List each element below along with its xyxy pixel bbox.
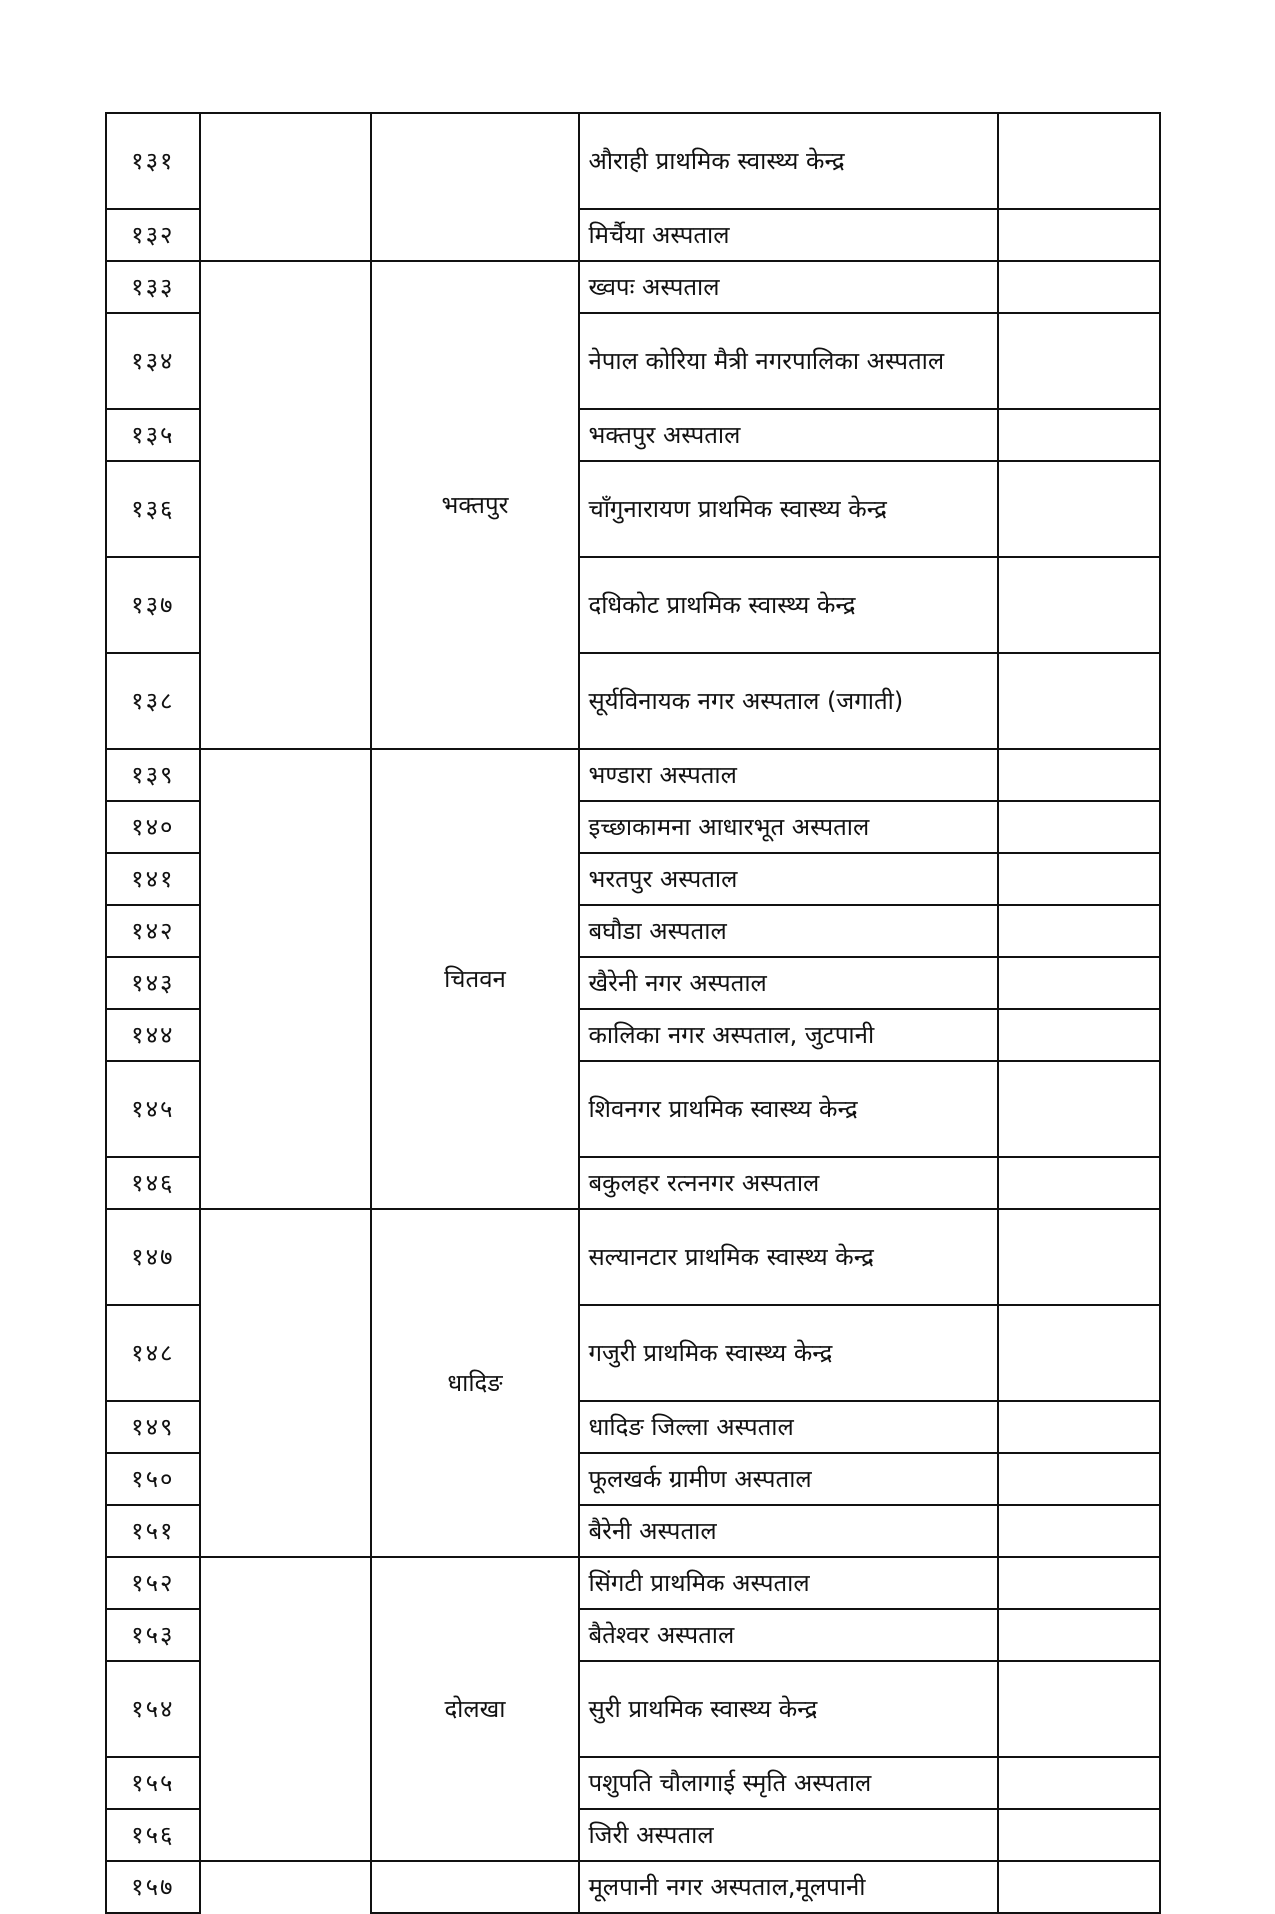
hospital-name-cell: भरतपुर अस्पताल: [579, 853, 998, 905]
table-row: [106, 749, 1160, 801]
remarks-cell: [998, 905, 1160, 957]
hospital-name-cell: खैरेनी नगर अस्पताल: [579, 957, 998, 1009]
hospital-name-cell: सुरी प्राथमिक स्वास्थ्य केन्द्र: [579, 1661, 998, 1757]
hospital-name-cell: बघौडा अस्पताल: [579, 905, 998, 957]
table-row: [106, 261, 1160, 313]
province-cell: [200, 749, 371, 1209]
serial-number-cell: १५३: [106, 1609, 200, 1661]
table-row: [106, 1861, 1160, 1913]
serial-number-cell: १४७: [106, 1209, 200, 1305]
table-body: [106, 113, 1160, 1913]
serial-number-cell: १४३: [106, 957, 200, 1009]
table-row: [106, 1557, 1160, 1609]
remarks-cell: [998, 209, 1160, 261]
district-cell: [371, 1861, 580, 1913]
serial-number-cell: १३८: [106, 653, 200, 749]
serial-number-cell: १३१: [106, 113, 200, 209]
hospital-name-cell: धादिङ जिल्ला अस्पताल: [579, 1401, 998, 1453]
serial-number-cell: १३३: [106, 261, 200, 313]
hospital-name-cell: फूलखर्क ग्रामीण अस्पताल: [579, 1453, 998, 1505]
hospital-name-cell: भक्तपुर अस्पताल: [579, 409, 998, 461]
remarks-cell: [998, 749, 1160, 801]
province-cell: [200, 1861, 371, 1913]
serial-number-cell: १५६: [106, 1809, 200, 1861]
serial-number-cell: १३७: [106, 557, 200, 653]
serial-number-cell: १५१: [106, 1505, 200, 1557]
serial-number-cell: १३५: [106, 409, 200, 461]
hospital-name-cell: नेपाल कोरिया मैत्री नगरपालिका अस्पताल: [579, 313, 998, 409]
hospital-name-cell: कालिका नगर अस्पताल, जुटपानी: [579, 1009, 998, 1061]
hospital-name-cell: बकुलहर रत्ननगर अस्पताल: [579, 1157, 998, 1209]
district-cell: [371, 113, 580, 261]
hospital-name-cell: सूर्यविनायक नगर अस्पताल (जगाती): [579, 653, 998, 749]
serial-number-cell: १४१: [106, 853, 200, 905]
hospital-name-cell: जिरी अस्पताल: [579, 1809, 998, 1861]
serial-number-cell: १५२: [106, 1557, 200, 1609]
remarks-cell: [998, 313, 1160, 409]
hospital-name-cell: बैतेश्वर अस्पताल: [579, 1609, 998, 1661]
district-cell: धादिङ: [371, 1209, 580, 1557]
remarks-cell: [998, 1809, 1160, 1861]
serial-number-cell: १३६: [106, 461, 200, 557]
remarks-cell: [998, 957, 1160, 1009]
remarks-cell: [998, 1157, 1160, 1209]
remarks-cell: [998, 653, 1160, 749]
district-cell: चितवन: [371, 749, 580, 1209]
remarks-cell: [998, 1209, 1160, 1305]
province-cell: [200, 113, 371, 261]
table-row: [106, 1209, 1160, 1305]
remarks-cell: [998, 113, 1160, 209]
serial-number-cell: १४९: [106, 1401, 200, 1453]
hospital-list-table: [105, 112, 1161, 1914]
remarks-cell: [998, 1305, 1160, 1401]
province-cell: [200, 1209, 371, 1557]
hospital-name-cell: मिर्चैया अस्पताल: [579, 209, 998, 261]
serial-number-cell: १५४: [106, 1661, 200, 1757]
remarks-cell: [998, 409, 1160, 461]
serial-number-cell: १३४: [106, 313, 200, 409]
serial-number-cell: १३२: [106, 209, 200, 261]
hospital-name-cell: शिवनगर प्राथमिक स्वास्थ्य केन्द्र: [579, 1061, 998, 1157]
province-cell: [200, 1557, 371, 1861]
remarks-cell: [998, 1505, 1160, 1557]
serial-number-cell: १३९: [106, 749, 200, 801]
remarks-cell: [998, 801, 1160, 853]
remarks-cell: [998, 1557, 1160, 1609]
hospital-name-cell: पशुपति चौलागाई स्मृति अस्पताल: [579, 1757, 998, 1809]
serial-number-cell: १४५: [106, 1061, 200, 1157]
remarks-cell: [998, 557, 1160, 653]
remarks-cell: [998, 1453, 1160, 1505]
hospital-name-cell: सिंगटी प्राथमिक अस्पताल: [579, 1557, 998, 1609]
serial-number-cell: १४८: [106, 1305, 200, 1401]
hospital-name-cell: गजुरी प्राथमिक स्वास्थ्य केन्द्र: [579, 1305, 998, 1401]
hospital-name-cell: इच्छाकामना आधारभूत अस्पताल: [579, 801, 998, 853]
hospital-name-cell: दधिकोट प्राथमिक स्वास्थ्य केन्द्र: [579, 557, 998, 653]
serial-number-cell: १४४: [106, 1009, 200, 1061]
remarks-cell: [998, 1009, 1160, 1061]
serial-number-cell: १५०: [106, 1453, 200, 1505]
hospital-name-cell: भण्डारा अस्पताल: [579, 749, 998, 801]
remarks-cell: [998, 1609, 1160, 1661]
remarks-cell: [998, 261, 1160, 313]
hospital-name-cell: मूलपानी नगर अस्पताल,मूलपानी: [579, 1861, 998, 1913]
serial-number-cell: १५५: [106, 1757, 200, 1809]
remarks-cell: [998, 1661, 1160, 1757]
remarks-cell: [998, 461, 1160, 557]
hospital-name-cell: चाँगुनारायण प्राथमिक स्वास्थ्य केन्द्र: [579, 461, 998, 557]
serial-number-cell: १४०: [106, 801, 200, 853]
remarks-cell: [998, 1061, 1160, 1157]
remarks-cell: [998, 1401, 1160, 1453]
hospital-name-cell: बैरेनी अस्पताल: [579, 1505, 998, 1557]
serial-number-cell: १५७: [106, 1861, 200, 1913]
province-cell: [200, 261, 371, 749]
district-cell: भक्तपुर: [371, 261, 580, 749]
serial-number-cell: १४२: [106, 905, 200, 957]
hospital-name-cell: ख्वपः अस्पताल: [579, 261, 998, 313]
hospital-name-cell: औराही प्राथमिक स्वास्थ्य केन्द्र: [579, 113, 998, 209]
table-row: [106, 113, 1160, 209]
serial-number-cell: १४६: [106, 1157, 200, 1209]
remarks-cell: [998, 853, 1160, 905]
remarks-cell: [998, 1757, 1160, 1809]
hospital-name-cell: सल्यानटार प्राथमिक स्वास्थ्य केन्द्र: [579, 1209, 998, 1305]
district-cell: दोलखा: [371, 1557, 580, 1861]
remarks-cell: [998, 1861, 1160, 1913]
